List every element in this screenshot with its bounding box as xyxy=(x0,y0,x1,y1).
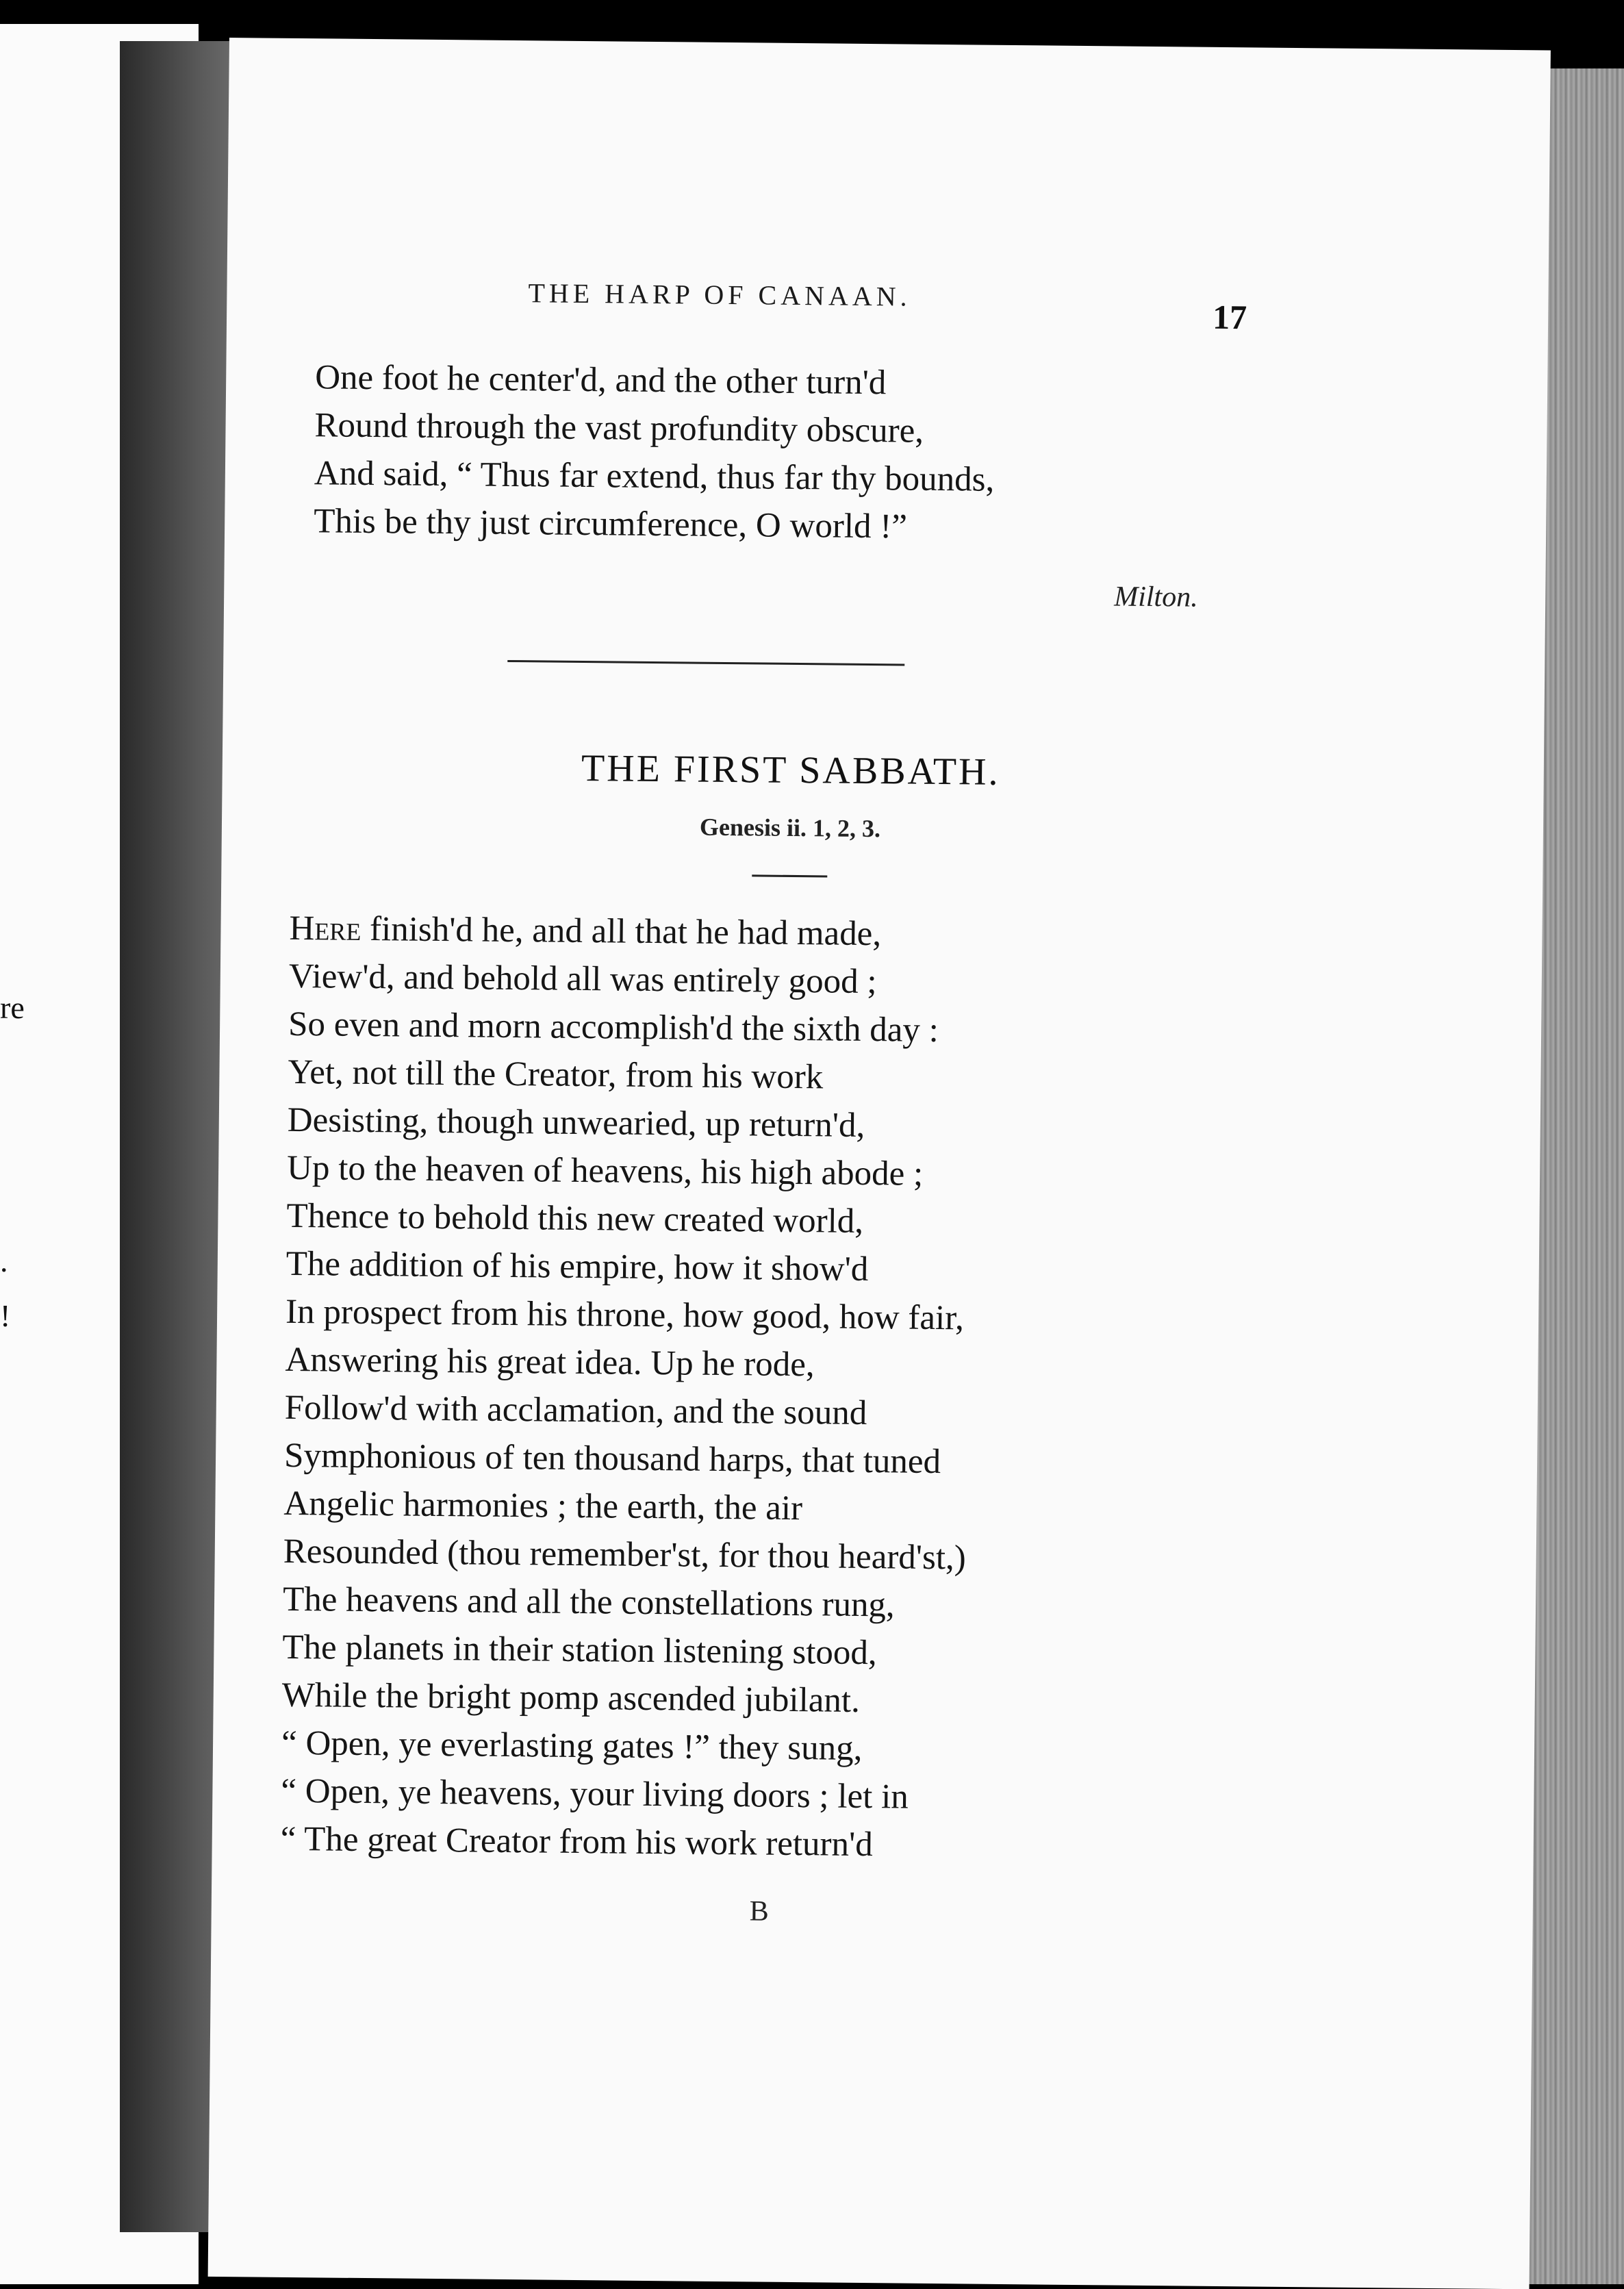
verse-line: In prospect from his throne, how good, how fair, xyxy=(285,1292,965,1338)
page-number: 17 xyxy=(1212,297,1247,337)
scripture-reference: Genesis ii. 1, 2, 3. xyxy=(699,813,881,843)
verse-line: The addition of his empire, how it show'd xyxy=(286,1244,869,1289)
left-page-fragment: . xyxy=(0,1243,8,1278)
left-page-fragment: ! xyxy=(0,1298,11,1333)
verse-line: Symphonious of ten thousand harps, that tuned xyxy=(283,1436,941,1482)
verse-line: And said, “ Thus far extend, thus far thy bounds, xyxy=(314,454,995,499)
left-page-fragment: re xyxy=(0,990,25,1025)
milton-excerpt xyxy=(314,353,995,552)
poem-body xyxy=(280,905,972,1870)
signature-mark: B xyxy=(749,1895,769,1927)
section-divider xyxy=(507,660,904,666)
verse-line: Angelic harmonies ; the earth, the air xyxy=(283,1484,803,1528)
verse-line: The heavens and all the constellations rung, xyxy=(282,1580,895,1625)
first-line-rest: finish'd he, and all that he had made, xyxy=(361,909,882,954)
verse-line: Yet, not till the Creator, from his work xyxy=(288,1052,824,1097)
verse-line: While the bright pomp ascended jubilant. xyxy=(281,1675,861,1720)
verse-line: So even and morn accomplish'd the sixth day : xyxy=(288,1004,939,1050)
verse-line: Follow'd with acclamation, and the sound xyxy=(284,1388,867,1433)
verse-line: Resounded (thou remember'st, for thou heard'st,) xyxy=(283,1532,967,1578)
running-title: THE HARP OF CANAAN. xyxy=(528,277,911,312)
right-page xyxy=(208,38,1551,2289)
verse-line: Answering his great idea. Up he rode, xyxy=(285,1340,815,1384)
verse-line: Round through the vast profundity obscure, xyxy=(314,406,924,451)
verse-line: View'd, and behold all was entirely good ; xyxy=(288,957,877,1002)
title-rule xyxy=(752,874,827,877)
verse-line: “ Open, ye everlasting gates !” they sung, xyxy=(281,1723,863,1768)
verse-line xyxy=(289,905,972,959)
verse-line: This be thy just circumference, O world !” xyxy=(313,502,908,546)
section-title: THE FIRST SABBATH. xyxy=(581,746,1000,794)
verse-line: The planets in their station listening stood, xyxy=(282,1628,877,1673)
verse-line: “ The great Creator from his work return'd xyxy=(280,1819,874,1864)
verse-line: Up to the heaven of heavens, his high abode ; xyxy=(286,1148,924,1193)
verse-line: “ Open, ye heavens, your living doors ; let in xyxy=(281,1771,909,1817)
first-word: Here xyxy=(289,909,361,948)
verse-line: One foot he center'd, and the other turn'd xyxy=(314,358,887,403)
verse-line: Thence to behold this new created world, xyxy=(286,1196,864,1241)
verse-line: Desisting, though unwearied, up return'd, xyxy=(287,1100,865,1145)
attribution: Milton. xyxy=(1114,581,1198,614)
